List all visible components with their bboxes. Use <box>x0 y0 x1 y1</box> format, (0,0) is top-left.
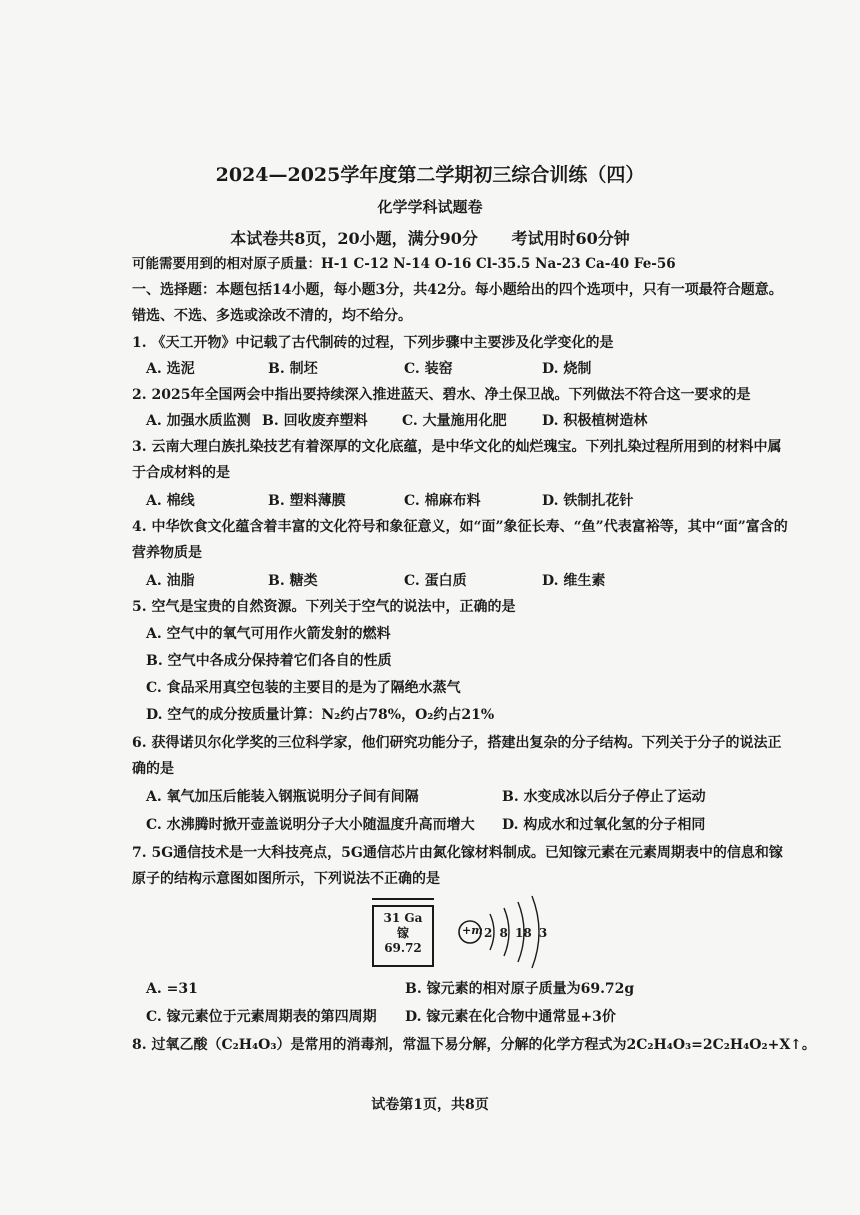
question-4-option-a: A. 油脂 <box>146 573 195 589</box>
exam-info-time: 考试用时60分钟 <box>511 229 630 248</box>
element-card-edge <box>372 898 434 908</box>
question-4-stem-1: 4. 中华饮食文化蕴含着丰富的文化符号和象征意义，如“面”象征长寿、“鱼”代表富裕等，其中“面”富含的 <box>132 519 788 535</box>
element-number-symbol <box>374 911 432 926</box>
section1-instruction-2: 错选、不选、多选或涂改不清的，均不给分。 <box>132 308 412 324</box>
question-3-stem-2: 于合成材料的是 <box>132 465 230 481</box>
exam-info <box>0 226 860 249</box>
element-symbol: Ga <box>404 911 423 925</box>
question-6-stem-1: 6. 获得诺贝尔化学奖的三位科学家，他们研究功能分子，搭建出复杂的分子结构。下列关于分子的说法正 <box>132 735 782 751</box>
element-name: 镓 <box>396 926 409 940</box>
question-3-option-a: A. 棉线 <box>146 493 195 509</box>
exam-title: 2024—2025学年度第二学期初三综合训练（四） <box>215 164 645 186</box>
atomic-masses: 可能需要用到的相对原子质量：H-1 C-12 N-14 O-16 Cl-35.5 Na-23 Ca-40 Fe-56 <box>132 256 676 272</box>
question-6-option-d: D. 构成水和过氧化氢的分子相同 <box>502 817 706 833</box>
question-2-option-c: C. 大量施用化肥 <box>402 413 507 429</box>
question-7-option-b: B. 镓元素的相对原子质量为69.72g <box>405 981 635 997</box>
question-6-option-b: B. 水变成冰以后分子停止了运动 <box>502 789 706 805</box>
question-3-option-b: B. 塑料薄膜 <box>268 493 346 509</box>
question-2-option-a: A. 加强水质监测 <box>146 413 251 429</box>
question-4-option-b: B. 糖类 <box>268 573 318 589</box>
question-4-stem-2: 营养物质是 <box>132 545 202 561</box>
question-5-option-a: A. 空气中的氧气可用作火箭发射的燃料 <box>146 626 391 642</box>
exam-subtitle: 化学学科试题卷 <box>377 198 483 216</box>
question-6-stem-2: 确的是 <box>132 761 174 777</box>
question-5-option-d: D. 空气的成分按质量计算：N₂约占78%，O₂约占21% <box>146 707 495 723</box>
question-2-stem: 2. 2025年全国两会中指出要持续深入推进蓝天、碧水、净土保卫战。下列做法不符合这一要求的是 <box>132 387 751 403</box>
question-3-option-d: D. 铁制扎花针 <box>542 493 634 509</box>
periodic-element-card <box>372 905 434 967</box>
atom-shells-label: 2 8 18 3 <box>484 926 548 940</box>
element-number: 31 <box>383 911 401 925</box>
question-3-stem-1: 3. 云南大理白族扎染技艺有着深厚的文化底蕴，是中华文化的灿烂瑰宝。下列扎染过程所用到的材料中属 <box>132 439 782 455</box>
section1-instruction-1: 一、选择题：本题包括14小题，每小题3分，共42分。每小题给出的四个选项中，只有一项最符合题意。 <box>132 282 783 298</box>
question-8-stem: 8. 过氧乙酸（C₂H₄O₃）是常用的消毒剂，常温下易分解，分解的化学方程式为2C₂H₄O₃=2C₂H₄O₂+X↑。 <box>132 1037 816 1053</box>
question-2-option-b: B. 回收废弃塑料 <box>262 413 368 429</box>
question-7-stem-2: 原子的结构示意图如图所示，下列说法不正确的是 <box>132 871 440 887</box>
question-1-option-b: B. 制坯 <box>268 361 318 377</box>
question-7-option-c: C. 镓元素位于元素周期表的第四周期 <box>146 1009 377 1025</box>
question-2-option-d: D. 积极植树造林 <box>542 413 648 429</box>
question-5-stem: 5. 空气是宝贵的自然资源。下列关于空气的说法中，正确的是 <box>132 599 516 615</box>
atom-nucleus-label: +m <box>462 924 483 937</box>
question-5-option-b: B. 空气中各成分保持着它们各自的性质 <box>146 653 392 669</box>
page-footer: 试卷第1页，共8页 <box>371 1097 489 1113</box>
exam-info-pages: 本试卷共8页，20小题，满分90分 <box>230 229 478 248</box>
question-1-option-a: A. 选泥 <box>146 361 195 377</box>
element-mass: 69.72 <box>384 941 422 955</box>
question-6-option-a: A. 氧气加压后能装入钢瓶说明分子间有间隔 <box>146 789 419 805</box>
question-7-stem-1: 7. 5G通信技术是一大科技亮点，5G通信芯片由氮化镓材料制成。已知镓元素在元素周期表中的信息和镓 <box>132 845 783 861</box>
question-7-option-d: D. 镓元素在化合物中通常显+3价 <box>405 1009 616 1025</box>
question-4-option-d: D. 维生素 <box>542 573 606 589</box>
question-1-stem: 1. 《天工开物》中记载了古代制砖的过程，下列步骤中主要涉及化学变化的是 <box>132 335 614 351</box>
question-6-option-c: C. 水沸腾时掀开壶盖说明分子大小随温度升高而增大 <box>146 817 475 833</box>
question-3-option-c: C. 棉麻布料 <box>404 493 481 509</box>
question-4-option-c: C. 蛋白质 <box>404 573 467 589</box>
question-7-option-a: A. =31 <box>146 981 198 997</box>
question-5-option-c: C. 食品采用真空包装的主要目的是为了隔绝水蒸气 <box>146 680 461 696</box>
question-1-option-d: D. 烧制 <box>542 361 592 377</box>
question-1-option-c: C. 装窑 <box>404 361 453 377</box>
